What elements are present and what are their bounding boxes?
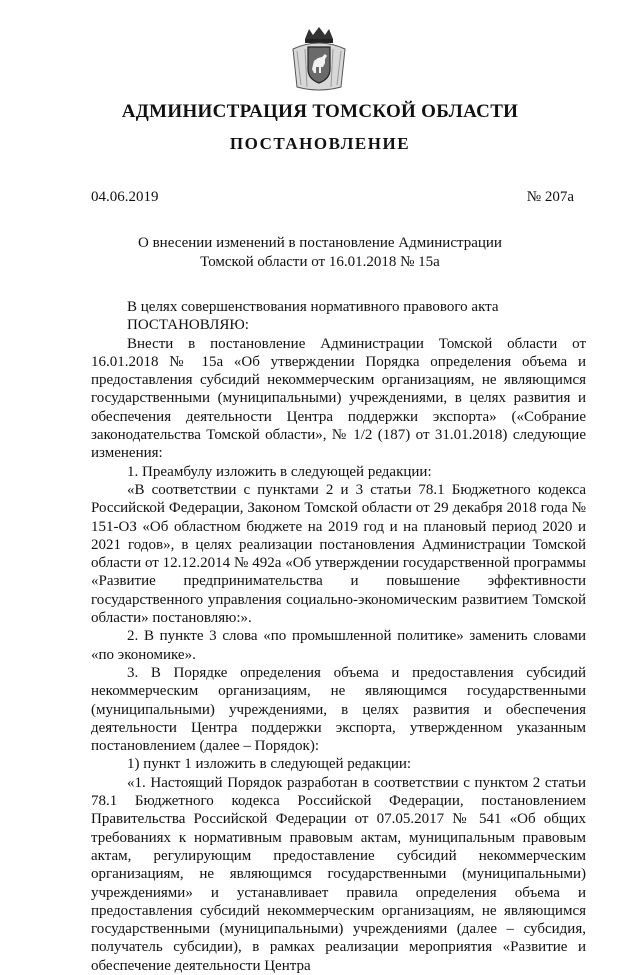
document-body <box>91 298 586 975</box>
organization-title: АДМИНИСТРАЦИЯ ТОМСКОЙ ОБЛАСТИ <box>121 101 519 122</box>
coat-of-arms-icon <box>291 27 347 93</box>
subject-line-1: О внесении изменений в постановление Администрации <box>138 235 502 251</box>
document-number: № 207а <box>526 189 574 205</box>
body-paragraph-clause-1: «1. Настоящий Порядок разработан в соответствии с пунктом 2 статьи 78.1 Бюджетного кодекса Российской Федерации, постановлением Правительства Российской Федерации от 07.05.2017 № 541 «Об общих требованиях к нормативным правовым актам, муниципальным правовым актам, регулирующим предоставление субсидий некоммерческим организациям, не являющимся государственными (муниципальными) учреждениями» и устанавливает правила определения объема и предоставления субсидий некоммерческим организациям, не являющимся государственными (муниципальными) учреждениями (далее – субсидия, получатель субсидии), в рамках реализации мероприятия «Развитие и обеспечение деятельности Центра <box>91 774 586 974</box>
body-paragraph-subitem-1: 1) пункт 1 изложить в следующей редакции: <box>127 756 412 773</box>
body-paragraph-item-1: 1. Преамбулу изложить в следующей редакции: <box>127 463 432 480</box>
body-paragraph-amend: Внести в постановление Администрации Томской области от 16.01.2018 № 15а «Об утверждении Порядка определения объема и предоставления субсидий некоммерческим организациям, не являющимся государственными (муниципальными) учреждениями, в целях развития и обеспечения деятельности Центра поддержки экспорта» («Собрание законодательства Томской области», № 1/2 (187) от 31.01.2018) следующие изменения: <box>91 335 586 462</box>
document-subject <box>0 234 640 272</box>
body-paragraph-purpose: В целях совершенствования нормативного правового акта <box>127 299 499 315</box>
document-type-heading: ПОСТАНОВЛЕНИЕ <box>229 134 411 153</box>
body-paragraph-item-3: 3. В Порядке определения объема и предоставления субсидий некоммерческим организациям, не являющимся государственными (муниципальными) учреждениями, в целях развития и обеспечения деятельности Центра поддержки экспорта, утвержденном указанным постановлением (далее – Порядок): <box>91 664 586 755</box>
subject-line-2: Томской области от 16.01.2018 № 15а <box>200 254 440 270</box>
body-paragraph-preamble: «В соответствии с пунктами 2 и 3 статьи 78.1 Бюджетного кодекса Российской Федерации, Законом Томской области от 29 декабря 2018 года № 151-ОЗ «Об областном бюджете на 2019 год и на плановый период 2020 и 2021 годов», в целях реализации постановления Администрации Томской области от 12.12.2014 № 492а «Об утверждении государственной программы «Развитие предпринимательства и повышение эффективности государственного управления социально-экономическим развитием Томской области» постановляю:». <box>91 481 586 627</box>
body-paragraph-item-2: 2. В пункте 3 слова «по промышленной политике» заменить словами «по экономике». <box>91 628 586 663</box>
document-date: 04.06.2019 <box>91 189 159 205</box>
body-paragraph-resolve: ПОСТАНОВЛЯЮ: <box>127 317 249 334</box>
